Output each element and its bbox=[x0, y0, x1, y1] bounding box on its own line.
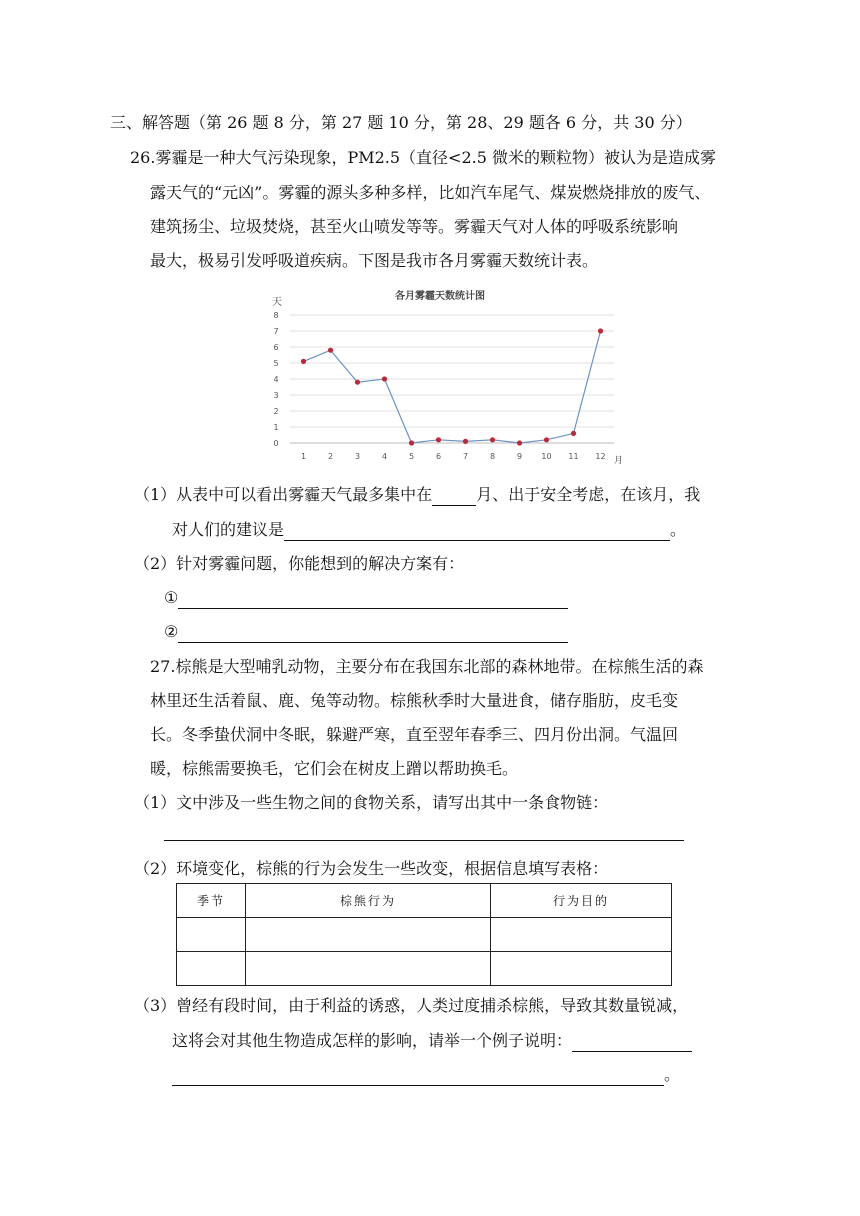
x-tick-label: 6 bbox=[435, 452, 442, 461]
data-point bbox=[490, 437, 495, 442]
x-tick-label: 4 bbox=[381, 452, 388, 461]
q26-part1-line1 bbox=[134, 484, 700, 506]
y-tick-label: 2 bbox=[273, 407, 279, 416]
header-season: 季节 bbox=[177, 884, 246, 918]
cell-season-2[interactable] bbox=[177, 952, 246, 986]
q26-line-2: 露天气的“元凶”。雾霾的源头多种多样，比如汽车尾气、煤炭燃烧排放的废气、 bbox=[150, 183, 711, 202]
data-point bbox=[328, 348, 333, 353]
data-point bbox=[355, 380, 360, 385]
data-point bbox=[517, 440, 522, 445]
x-axis-label: 月 bbox=[614, 456, 624, 466]
q26-part1-text-b: 月、出于安全考虑，在该月，我 bbox=[476, 485, 701, 504]
table-header-row bbox=[177, 884, 672, 918]
data-point bbox=[436, 437, 441, 442]
x-tick-label: 2 bbox=[327, 452, 334, 461]
answer-blank-impact-b[interactable] bbox=[172, 1067, 664, 1086]
x-tick-labels bbox=[301, 452, 606, 461]
data-point bbox=[409, 440, 414, 445]
data-point bbox=[382, 376, 387, 381]
q27-line-1: 27.棕熊是大型哺乳动物，主要分布在我国东北部的森林地带。在棕熊生活的森 bbox=[150, 657, 704, 676]
table-row bbox=[177, 952, 672, 986]
series-line bbox=[304, 331, 601, 443]
x-tick-label: 3 bbox=[354, 452, 361, 461]
q27-part3-line1: （3）曾经有段时间，由于利益的诱惑，人类过度捕杀棕熊，导致其数量锐减， bbox=[134, 996, 689, 1015]
cell-purpose-2[interactable] bbox=[491, 952, 672, 986]
q26-line-4: 最大，极易引发呼吸道疾病。下图是我市各月雾霾天数统计表。 bbox=[150, 251, 599, 270]
answer-blank-food-chain[interactable] bbox=[164, 822, 684, 841]
q27-line-4: 暖，棕熊需要换毛，它们会在树皮上蹭以帮助换毛。 bbox=[150, 759, 519, 778]
section-heading: 三、解答题（第 26 题 8 分，第 27 题 10 分，第 28、29 题各 6 分，共 30 分） bbox=[110, 113, 692, 132]
header-behavior-purpose: 行为目的 bbox=[491, 884, 672, 918]
q27-part3-end: 。 bbox=[664, 1065, 681, 1084]
x-tick-label: 8 bbox=[489, 452, 496, 461]
chart-title: 各月雾霾天数统计图 bbox=[395, 291, 485, 302]
q27-part3-line2 bbox=[172, 1030, 692, 1052]
answer-blank-solution-1[interactable] bbox=[178, 590, 568, 609]
y-axis-label: 天 bbox=[272, 297, 282, 308]
y-tick-label: 4 bbox=[273, 375, 279, 384]
q27-line-3: 长。冬季蛰伏洞中冬眠，躲避严寒，直至翌年春季三、四月份出洞。气温回 bbox=[150, 725, 679, 744]
q27-part3-line3 bbox=[172, 1064, 680, 1086]
header-bear-behavior: 棕熊行为 bbox=[246, 884, 491, 918]
q27-part3-text-b: 这将会对其他生物造成怎样的影响，请举一个例子说明： bbox=[172, 1031, 573, 1050]
x-tick-label: 1 bbox=[300, 452, 307, 461]
option-1-marker: ① bbox=[164, 588, 179, 607]
q26-part2: （2）针对雾霾问题，你能想到的解决方案有： bbox=[134, 554, 465, 573]
y-tick-label: 1 bbox=[273, 423, 279, 432]
x-tick-label: 11 bbox=[568, 452, 579, 461]
data-point bbox=[301, 359, 306, 364]
x-tick-label: 5 bbox=[408, 452, 415, 461]
data-point bbox=[463, 439, 468, 444]
cell-behavior-1[interactable] bbox=[246, 918, 491, 952]
q27-part2: （2）环境变化，棕熊的行为会发生一些改变，根据信息填写表格： bbox=[134, 859, 609, 878]
y-tick-label: 7 bbox=[273, 327, 279, 336]
answer-blank-month[interactable] bbox=[432, 487, 476, 506]
series-markers bbox=[301, 328, 603, 445]
smog-days-line-chart bbox=[262, 284, 624, 468]
y-tick-label: 3 bbox=[273, 391, 279, 400]
q26-option2-line bbox=[164, 621, 568, 643]
x-tick-label: 7 bbox=[462, 452, 469, 461]
q26-part1-end: 。 bbox=[670, 520, 687, 539]
cell-purpose-1[interactable] bbox=[491, 918, 672, 952]
chart-grid bbox=[290, 315, 614, 443]
q27-part1: （1）文中涉及一些生物之间的食物关系，请写出其中一条食物链： bbox=[134, 793, 609, 812]
x-tick-label: 12 bbox=[595, 452, 606, 461]
answer-blank-impact-a[interactable] bbox=[572, 1033, 692, 1052]
q26-line-1: 26.雾霾是一种大气污染现象，PM2.5（直径<2.5 微米的颗粒物）被认为是造成雾 bbox=[130, 148, 716, 167]
x-tick-label: 10 bbox=[541, 452, 552, 461]
cell-behavior-2[interactable] bbox=[246, 952, 491, 986]
data-point bbox=[544, 437, 549, 442]
option-2-marker: ② bbox=[164, 622, 179, 641]
q26-part1-text-a: （1）从表中可以看出雾霾天气最多集中在 bbox=[134, 485, 433, 504]
y-tick-label: 0 bbox=[273, 439, 279, 448]
q26-part1-line2 bbox=[172, 519, 686, 541]
data-point bbox=[571, 431, 576, 436]
data-point bbox=[598, 328, 603, 333]
answer-blank-solution-2[interactable] bbox=[178, 624, 568, 643]
cell-season-1[interactable] bbox=[177, 918, 246, 952]
q26-line-3: 建筑扬尘、垃圾焚烧，甚至火山喷发等等。雾霾天气对人体的呼吸系统影响 bbox=[150, 217, 679, 236]
x-tick-label: 9 bbox=[516, 452, 523, 461]
y-tick-label: 8 bbox=[273, 311, 279, 320]
y-tick-labels bbox=[273, 311, 278, 448]
table-row bbox=[177, 918, 672, 952]
y-tick-label: 5 bbox=[273, 359, 279, 368]
q26-option1-line bbox=[164, 587, 568, 609]
q26-part1-text-c: 对人们的建议是 bbox=[172, 520, 285, 539]
bear-behavior-table bbox=[176, 883, 672, 986]
y-tick-label: 6 bbox=[273, 343, 279, 352]
q27-line-2: 林里还生活着鼠、鹿、兔等动物。棕熊秋季时大量进食，储存脂肪，皮毛变 bbox=[150, 691, 679, 710]
answer-blank-suggestion[interactable] bbox=[284, 522, 670, 541]
